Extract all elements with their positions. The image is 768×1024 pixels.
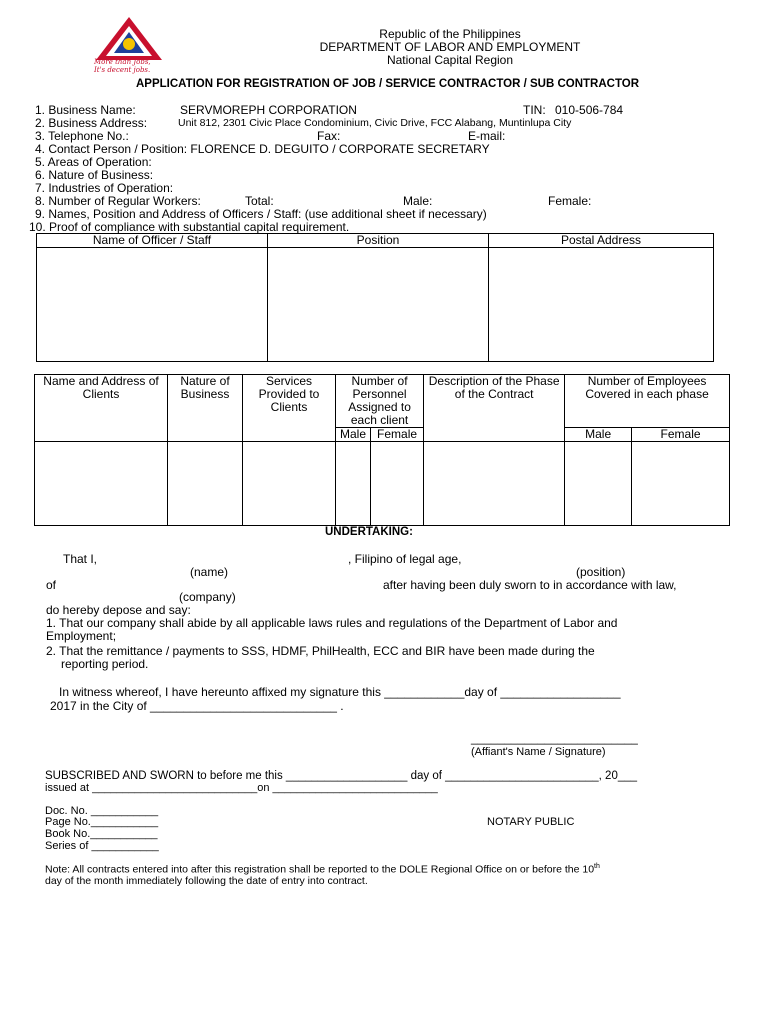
- officers-instruction: 9. Names, Position and Address of Officers / Staff: (use additional sheet if necessary): [35, 207, 487, 221]
- note-line-2: day of the month immediately following the date of entry into contract.: [45, 875, 368, 887]
- sworn-text: after having been duly sworn to in accordance with law,: [383, 578, 677, 592]
- region-line: National Capital Region: [386, 53, 514, 67]
- personnel-male-cell[interactable]: [336, 442, 371, 526]
- areas-of-operation: 5. Areas of Operation:: [35, 155, 152, 169]
- employees-female: Female: [632, 428, 730, 442]
- undertaking-item2-cont: reporting period.: [61, 657, 149, 671]
- client-cell[interactable]: [35, 442, 168, 526]
- nature-of-business: 6. Nature of Business:: [35, 168, 154, 182]
- capital-requirement: 10. Proof of compliance with substantial capital requirement.: [29, 220, 350, 234]
- employees-female-cell[interactable]: [632, 442, 730, 526]
- col-nature-of-business: Nature of Business: [168, 375, 243, 442]
- services-cell[interactable]: [243, 442, 336, 526]
- business-name-value: SERVMOREPH CORPORATION: [180, 103, 357, 117]
- officer-name-cell[interactable]: [37, 248, 268, 362]
- affiant-caption: (Affiant's Name / Signature): [471, 746, 606, 758]
- col-personnel: Number of Personnel Assigned to each client: [336, 375, 424, 428]
- witness-line: In witness whereof, I have hereunto affixed my signature this ____________day of __________________: [59, 685, 621, 699]
- undertaking-item1: 1. That our company shall abide by all applicable laws rules and regulations of the Department of Labor and: [46, 616, 618, 630]
- officers-table-row: [37, 248, 714, 362]
- note-superscript: th: [594, 863, 600, 870]
- company-caption: (company): [179, 590, 236, 604]
- col-postal-address: Postal Address: [489, 234, 714, 248]
- issued-at-line: issued at ___________________________on ___________________________: [45, 782, 438, 794]
- note-text: Note: All contracts entered into after this registration shall be reported to the DOLE Regional Office on or before the 10: [45, 863, 595, 876]
- page-no: Page No.___________: [45, 816, 159, 828]
- business-address-value: Unit 812, 2301 Civic Place Condominium, Civic Drive, FCC Alabang, Muntinlupa City: [178, 117, 572, 129]
- col-officer-name: Name of Officer / Staff: [37, 234, 268, 248]
- that-i: That I,: [63, 552, 98, 566]
- tin-label: TIN:: [523, 103, 546, 117]
- undertaking-item1-cont: Employment;: [46, 629, 117, 643]
- position-caption: (position): [576, 565, 626, 579]
- form-title: APPLICATION FOR REGISTRATION OF JOB / SERVICE CONTRACTOR / SUB CONTRACTOR: [135, 78, 640, 90]
- postal-address-cell[interactable]: [489, 248, 714, 362]
- of-text: of: [46, 578, 57, 592]
- doc-no: Doc. No. ___________: [45, 805, 159, 817]
- nature-cell[interactable]: [168, 442, 243, 526]
- industries-of-operation: 7. Industries of Operation:: [35, 181, 174, 195]
- col-phase: Description of the Phase of the Contract: [424, 375, 565, 442]
- undertaking-item2: 2. That the remittance / payments to SSS, HDMF, PhilHealth, ECC and BIR have been made during the: [46, 644, 595, 658]
- note-line-1: [45, 863, 600, 876]
- personnel-female: Female: [370, 428, 423, 442]
- officers-table-header: [37, 234, 714, 248]
- total-label: Total:: [245, 194, 274, 208]
- employees-male-cell[interactable]: [565, 442, 632, 526]
- regular-workers-label: 8. Number of Regular Workers:: [35, 194, 201, 208]
- clients-table-row: [35, 442, 730, 526]
- fax-label: Fax:: [317, 129, 341, 143]
- col-clients: Name and Address of Clients: [35, 375, 168, 442]
- affiant-signature-line[interactable]: _________________________: [471, 731, 638, 745]
- filipino-text: , Filipino of legal age,: [348, 552, 462, 566]
- business-address-label: 2. Business Address:: [35, 116, 148, 130]
- name-caption: (name): [190, 565, 229, 579]
- personnel-male: Male: [336, 428, 371, 442]
- clients-table-header: [35, 375, 730, 428]
- logo-tagline: More than Jobs, It's decent jobs.: [94, 58, 151, 74]
- col-position: Position: [268, 234, 489, 248]
- email-label: E-mail:: [468, 129, 506, 143]
- telephone-label: 3. Telephone No.:: [35, 129, 129, 143]
- position-cell[interactable]: [268, 248, 489, 362]
- col-services: Services Provided to Clients: [243, 375, 336, 442]
- clients-table: [34, 374, 730, 526]
- witness-city-line: 2017 in the City of ____________________________ .: [50, 699, 344, 713]
- tin-value: 010-506-784: [555, 103, 624, 117]
- male-label: Male:: [403, 194, 433, 208]
- business-name-label: 1. Business Name:: [35, 103, 136, 117]
- employees-male: Male: [565, 428, 632, 442]
- col-employees: Number of Employees Covered in each phase: [565, 375, 730, 428]
- officers-table: [36, 233, 714, 362]
- department-line: DEPARTMENT OF LABOR AND EMPLOYMENT: [319, 40, 581, 54]
- book-no: Book No.___________: [45, 828, 158, 840]
- series-of: Series of ___________: [45, 840, 159, 852]
- undertaking-heading: UNDERTAKING:: [325, 526, 413, 538]
- personnel-female-cell[interactable]: [370, 442, 423, 526]
- depose-text: do hereby depose and say:: [46, 603, 191, 617]
- phase-cell[interactable]: [424, 442, 565, 526]
- republic-line: Republic of the Philippines: [379, 27, 521, 41]
- female-label: Female:: [548, 194, 592, 208]
- contact-person: 4. Contact Person / Position: FLORENCE D. DEGUITO / CORPORATE SECRETARY: [35, 142, 490, 156]
- subscribed-sworn-line: SUBSCRIBED AND SWORN to before me this ___________________ day of ________________________, 20___: [45, 770, 638, 782]
- notary-public: NOTARY PUBLIC: [487, 816, 575, 828]
